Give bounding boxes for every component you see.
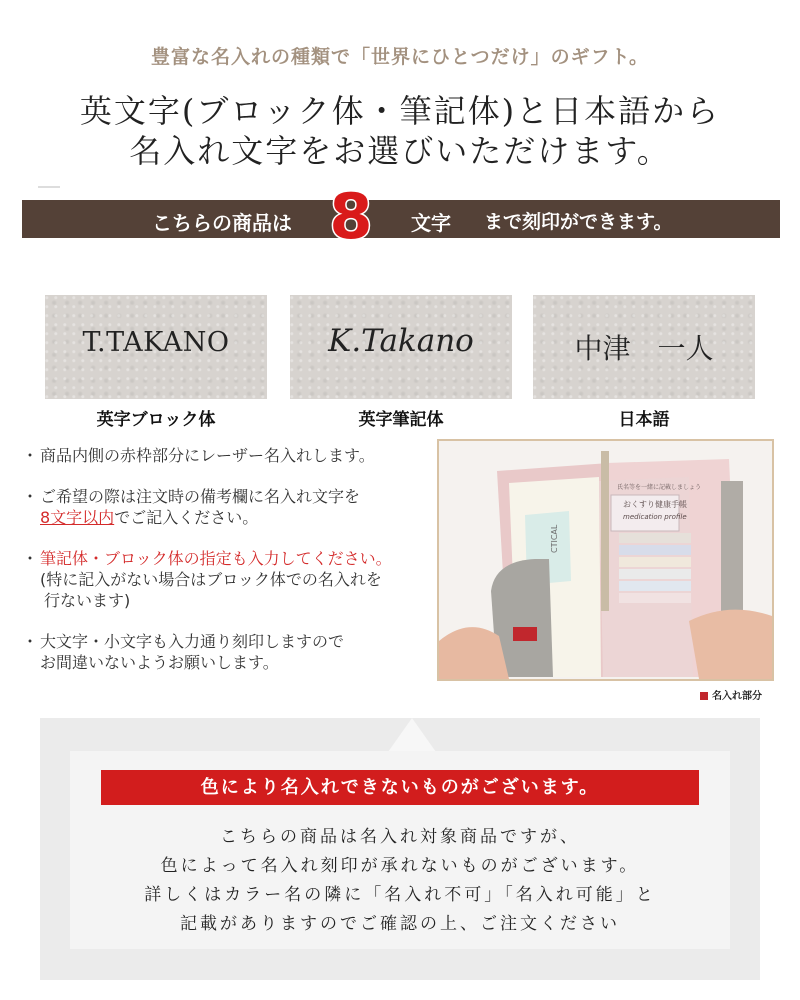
note-text: 行ないます)	[44, 591, 131, 610]
bullet: ・	[22, 632, 39, 651]
card	[619, 593, 691, 603]
card	[619, 569, 691, 579]
card-text-title: おくすり健康手帳	[623, 500, 687, 509]
card-text-subtitle: medication profile	[623, 513, 687, 521]
engraving-notes	[22, 445, 432, 693]
notice-title: 色により名入れできないものがございます。	[101, 770, 699, 805]
pen	[601, 451, 609, 611]
bullet: ・	[22, 487, 39, 506]
sample-script-font	[290, 295, 512, 399]
sample-script-text: K.Takano	[328, 323, 474, 359]
tagline: 豊富な名入れの種類で「世界にひとつだけ」のギフト。	[151, 46, 649, 68]
character-limit-banner	[22, 200, 780, 238]
note-text: 商品内側の赤枠部分にレーザー名入れします。	[40, 446, 375, 465]
sample-japanese-font	[533, 295, 755, 399]
headline-line-2: 名入れ文字をお選びいただけます。	[129, 132, 671, 170]
section-notch	[388, 718, 436, 752]
divider	[38, 186, 60, 188]
character-limit-highlight: 8文字以内	[40, 508, 115, 527]
banner-unit: 文字	[411, 211, 451, 235]
note-font-choice	[22, 548, 432, 611]
card-text-note: 氏名等を一緒に記載しましょう	[617, 484, 702, 491]
caption-script-font: 英字筆記体	[358, 410, 444, 430]
note-text: (特に記入がない場合はブロック体での名入れを	[40, 570, 382, 589]
notice-line-1: こちらの商品は名入れ対象商品ですが、	[220, 827, 580, 847]
card	[619, 581, 691, 591]
card	[619, 545, 691, 555]
note-how-to-order	[22, 486, 432, 528]
headline-line-1: 英文字(ブロック体・筆記体)と日本語から	[79, 92, 721, 130]
engraving-area-legend	[700, 687, 762, 702]
sample-block-font	[45, 295, 267, 399]
caption-block-font: 英字ブロック体	[96, 410, 216, 430]
legend-label: 名入れ部分	[712, 691, 762, 702]
note-engraving-location	[22, 445, 432, 466]
booklet-side-text: CTICAL	[550, 524, 559, 553]
engraving-area-marker	[513, 627, 537, 641]
bullet: ・	[22, 446, 39, 465]
bullet: ・	[22, 549, 39, 568]
note-text-line-2	[40, 507, 432, 528]
note-case-sensitivity	[22, 631, 432, 673]
character-limit-number: 8	[329, 180, 373, 253]
banner-suffix: まで刻印ができます。	[484, 211, 673, 233]
sample-japanese-text: 中津 一人	[574, 332, 714, 365]
note-text: お間違いないようお願いします。	[40, 653, 279, 672]
note-text: 大文字・小文字も入力通り刻印しますので	[40, 632, 345, 651]
sample-block-text: T.TAKANO	[82, 327, 230, 358]
card	[619, 557, 691, 567]
notice-line-2: 色によって名入れ刻印が承れないものがございます。	[160, 856, 640, 876]
banner-prefix: こちらの商品は	[152, 211, 292, 235]
product-photo	[437, 439, 774, 681]
notice-line-4: 記載がありますのでご確認の上、ご注文ください	[180, 914, 620, 934]
product-photo-illustration	[439, 441, 772, 679]
note-text: ご希望の際は注文時の備考欄に名入れ文字を	[40, 487, 361, 506]
note-text-rest: でご記入ください。	[114, 508, 259, 527]
note-warning-text: 筆記体・ブロック体の指定も入力してください。	[40, 549, 392, 568]
notice-line-3: 詳しくはカラー名の隣に「名入れ不可」「名入れ可能」と	[144, 885, 656, 905]
caption-japanese-font: 日本語	[618, 410, 670, 430]
card	[619, 533, 691, 543]
right-hand	[689, 610, 772, 679]
legend-marker	[700, 692, 708, 700]
